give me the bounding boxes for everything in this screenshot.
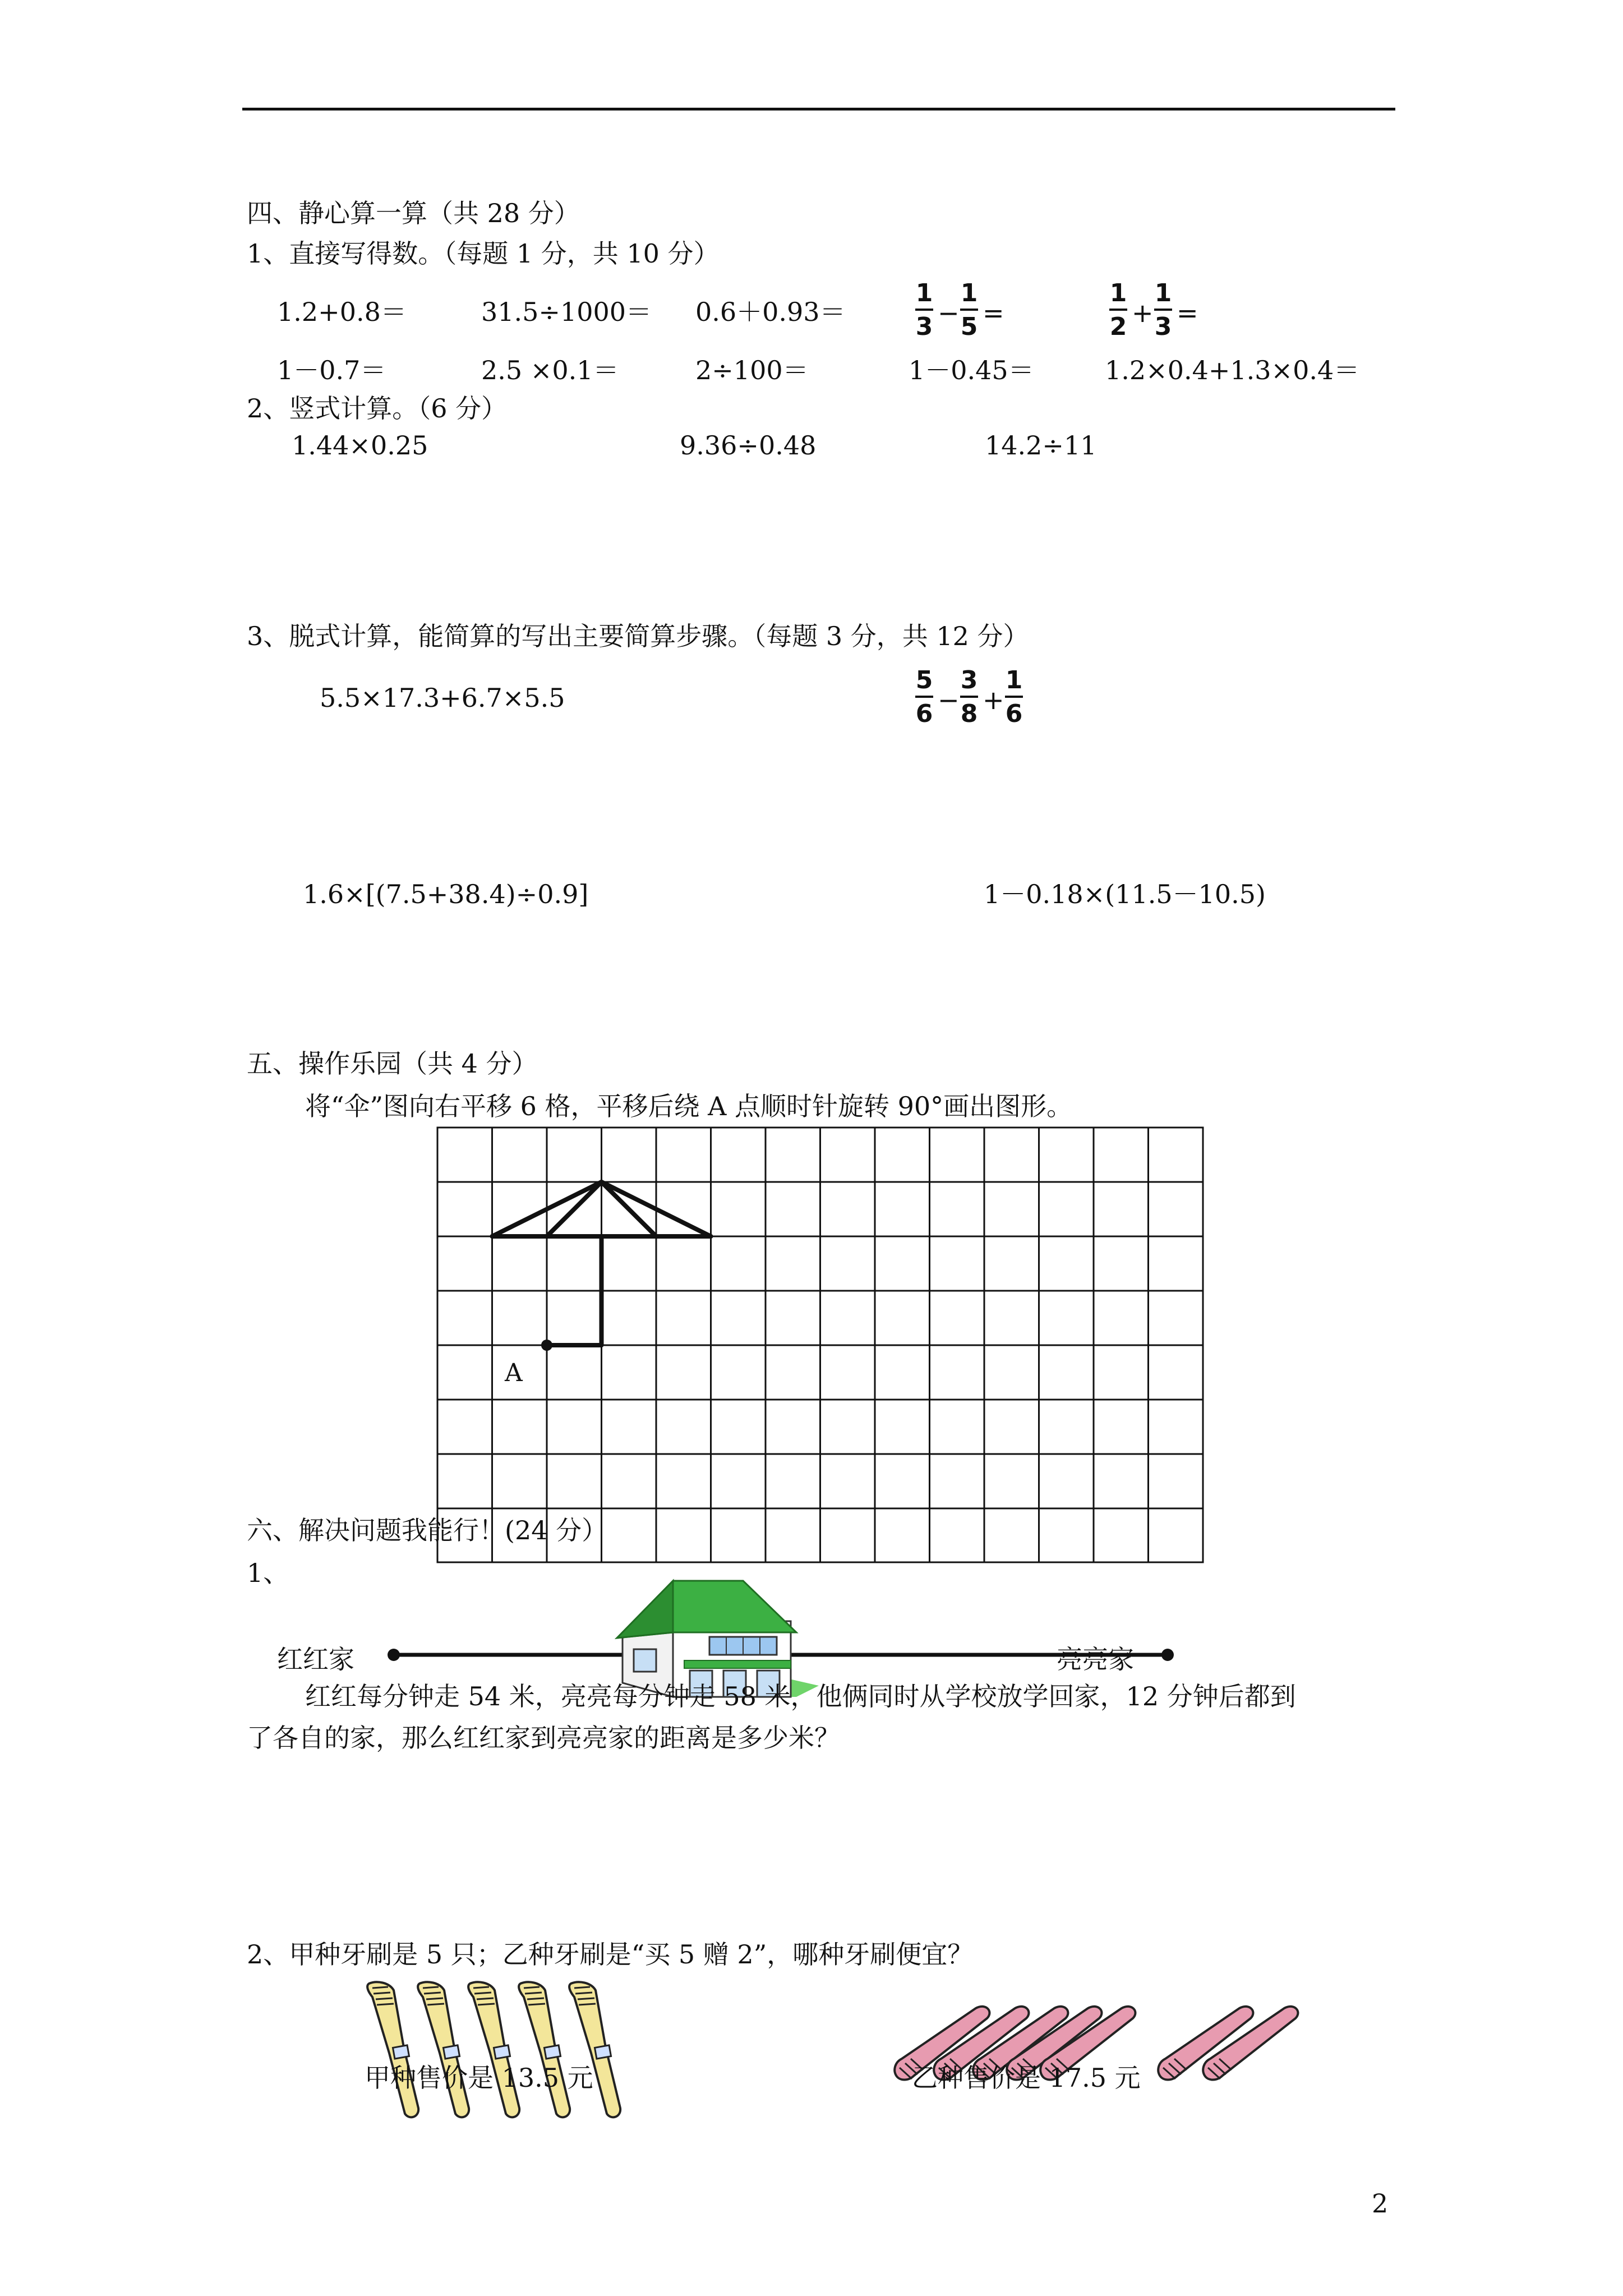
q3-item-1: 5.5×17.3+6.7×5.5 xyxy=(320,683,565,713)
q3-frac-2: 3 8 xyxy=(960,666,978,728)
q6-1-line-2: 了各自的家，那么红红家到亮亮家的距离是多少米？ xyxy=(247,1723,840,1753)
q1-item-10: 1.2×0.4+1.3×0.4＝ xyxy=(1105,355,1360,385)
toothbrush-a-icon xyxy=(418,1982,469,2117)
q3-frac-op-1: − xyxy=(938,685,960,715)
toothbrush-a-icon xyxy=(569,1982,620,2117)
toothbrush-a-icon xyxy=(468,1982,519,2117)
q6-2-title: 2、甲种牙刷是 5 只；乙种牙刷是“买 5 赠 2”，哪种牙刷便宜？ xyxy=(247,1939,974,1970)
q3-frac-3: 1 6 xyxy=(1005,666,1023,728)
q1-item-7: 2.5 ×0.1＝ xyxy=(481,355,619,385)
point-a-label: A xyxy=(505,1359,523,1387)
q1-item-3: 0.6＋0.93＝ xyxy=(695,297,846,327)
q1-frac-eq-a: = xyxy=(983,298,1004,328)
q1-frac-op-b: + xyxy=(1132,298,1154,328)
q6-1-line-1: 红红每分钟走 54 米，亮亮每分钟走 58 米，他俩同时从学校放学回家，12 分钟后都到 xyxy=(305,1681,1296,1711)
section-6-title: 六、解决问题我能行！(24 分） xyxy=(247,1515,608,1545)
toothbrush-a-icon xyxy=(367,1982,418,2117)
umbrella-grid xyxy=(437,1128,1206,1565)
price-a-label: 甲种售价是 13.5 元 xyxy=(365,2063,593,2093)
page-number: 2 xyxy=(1372,2188,1389,2219)
q1-frac-a1: 1 3 xyxy=(915,279,933,341)
header-rule xyxy=(242,108,1395,111)
q1-frac-eq-b: = xyxy=(1177,298,1198,328)
section-5-title: 五、操作乐园（共 4 分） xyxy=(247,1048,538,1079)
q3-item-3: 1－0.18×(11.5－10.5) xyxy=(984,879,1266,909)
q1-item-6: 1－0.7＝ xyxy=(277,355,386,385)
q1-frac-op-a: − xyxy=(938,298,960,328)
q2-title: 2、竖式计算。（6 分） xyxy=(247,393,508,424)
q1-item-2: 31.5÷1000＝ xyxy=(481,297,652,327)
q2-item-3: 14.2÷11 xyxy=(985,430,1097,461)
q1-item-1: 1.2+0.8＝ xyxy=(277,297,407,327)
liangliang-home-label: 亮亮家 xyxy=(1057,1644,1134,1674)
q1-item-8: 2÷100＝ xyxy=(695,355,809,385)
q2-item-2: 9.36÷0.48 xyxy=(680,430,817,461)
q3-frac-op-2: + xyxy=(983,685,1004,715)
section-4-title: 四、静心算一算（共 28 分） xyxy=(247,198,580,228)
honghong-home-label: 红红家 xyxy=(277,1644,354,1674)
q3-title: 3、脱式计算，能简算的写出主要简算步骤。（每题 3 分，共 12 分） xyxy=(247,621,1029,651)
q2-item-1: 1.44×0.25 xyxy=(292,430,428,461)
q1-item-9: 1－0.45＝ xyxy=(909,355,1034,385)
toothbrush-a-group xyxy=(359,1980,639,2126)
q1-frac-b1: 1 2 xyxy=(1109,279,1127,341)
q3-item-2: 1.6×[(7.5+38.4)÷0.9] xyxy=(303,879,589,909)
toothbrush-a-icon xyxy=(519,1982,570,2117)
q1-frac-b2: 1 3 xyxy=(1154,279,1172,341)
q6-1-number: 1、 xyxy=(247,1558,289,1588)
point-a-marker xyxy=(541,1340,552,1351)
q1-title: 1、直接写得数。（每题 1 分，共 10 分） xyxy=(247,238,720,269)
q3-frac-1: 5 6 xyxy=(915,666,933,728)
price-b-label: 乙种售价是 17.5 元 xyxy=(912,2063,1141,2093)
q1-frac-a2: 1 5 xyxy=(960,279,978,341)
sec5-instruction: 将“伞”图向右平移 6 格，平移后绕 A 点顺时针旋转 90°画出图形。 xyxy=(305,1091,1073,1121)
